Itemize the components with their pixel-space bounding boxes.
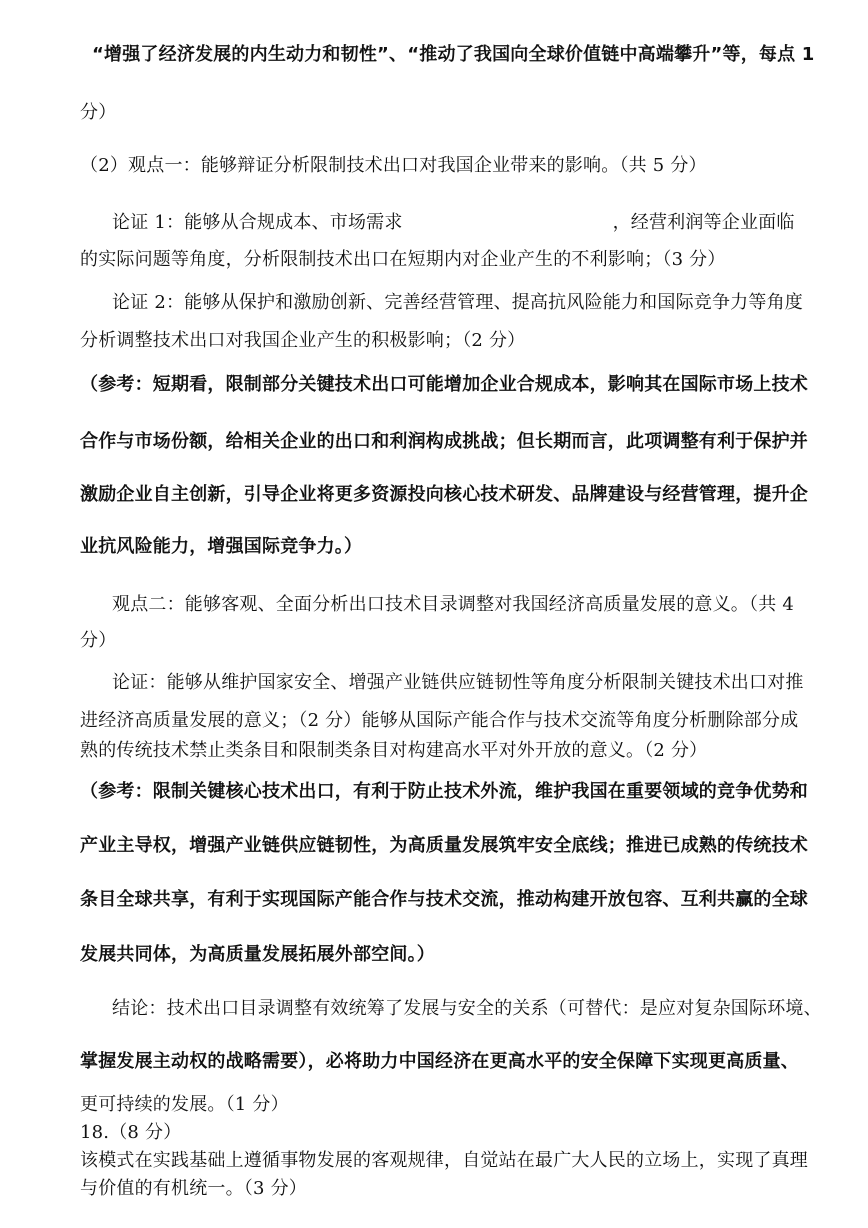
q18-line-1: 该模式在实践基础上遵循事物发展的客观规律，自觉站在最广大人民的立场上，实现了真理	[80, 1150, 808, 1171]
ref1-line-1: （参考：短期看，限制部分关键技术出口可能增加企业合规成本，影响其在国际市场上技术	[80, 374, 808, 395]
arg1-line-2: 的实际问题等角度，分析限制技术出口在短期内对企业产生的不利影响；（3 分）	[80, 249, 726, 270]
arg2-line-2: 分析调整技术出口对我国企业产生的积极影响；（2 分）	[80, 330, 526, 351]
arg2-line-1: 论证 2：能够从保护和激励创新、完善经营管理、提高抗风险能力和国际竞争力等角度	[112, 292, 803, 313]
conclusion-line-3: 更可持续的发展。（1 分）	[80, 1094, 289, 1115]
conclusion-line-1: 结论：技术出口目录调整有效统筹了发展与安全的关系（可替代：是应对复杂国际环境、	[112, 998, 822, 1019]
view2-line-1: 观点二：能够客观、全面分析出口技术目录调整对我国经济高质量发展的意义。（共 4	[112, 594, 794, 615]
arg1-line-1	[112, 211, 795, 235]
ref2-line-4: 发展共同体，为高质量发展拓展外部空间。）	[80, 944, 435, 965]
q18-heading: 18.（8 分）	[80, 1122, 182, 1143]
q18-line-2: 与价值的有机统一。（3 分）	[80, 1178, 307, 1199]
ref1-line-2: 合作与市场份额，给相关企业的出口和利润构成挑战；但长期而言，此项调整有利于保护并	[80, 431, 808, 452]
view2-line-2: 分）	[80, 630, 117, 651]
arg1-line-1-part-2: ，经营利润等企业面临	[612, 212, 795, 233]
top-line-2: 分）	[80, 102, 117, 123]
conclusion-line-2: 掌握发展主动权的战略需要），必将助力中国经济在更高水平的安全保障下实现更高质量、	[80, 1051, 799, 1072]
ref1-line-3: 激励企业自主创新，引导企业将更多资源投向核心技术研发、品牌建设与经营管理，提升企	[80, 484, 808, 505]
arg3-line-3: 熟的传统技术禁止类条目和限制类条目对构建高水平对外开放的意义。（2 分）	[80, 740, 708, 761]
ref2-line-1: （参考：限制关键核心技术出口，有利于防止技术外流，维护我国在重要领域的竞争优势和	[80, 781, 808, 802]
arg3-line-1: 论证：能够从维护国家安全、增强产业链供应链韧性等角度分析限制关键技术出口对推	[112, 672, 804, 693]
ref2-line-3: 条目全球共享，有利于实现国际产能合作与技术交流，推动构建开放包容、互利共赢的全球	[80, 889, 808, 910]
ref1-line-4: 业抗风险能力，增强国际竞争力。）	[80, 536, 363, 557]
view1-heading: （2）观点一：能够辩证分析限制技术出口对我国企业带来的影响。（共 5 分）	[80, 155, 707, 176]
ref2-line-2: 产业主导权，增强产业链供应链韧性，为高质量发展筑牢安全底线；推进已成熟的传统技术	[80, 835, 808, 856]
top-line-1: “增强了经济发展的内生动力和韧性”、“推动了我国向全球价值链中高端攀升”等，每点 1	[92, 44, 815, 65]
arg1-line-1-part-1: 论证 1：能够从合规成本、市场需求	[112, 212, 403, 233]
arg3-line-2: 进经济高质量发展的意义；（2 分）能够从国际产能合作与技术交流等角度分析删除部分成	[80, 710, 799, 731]
